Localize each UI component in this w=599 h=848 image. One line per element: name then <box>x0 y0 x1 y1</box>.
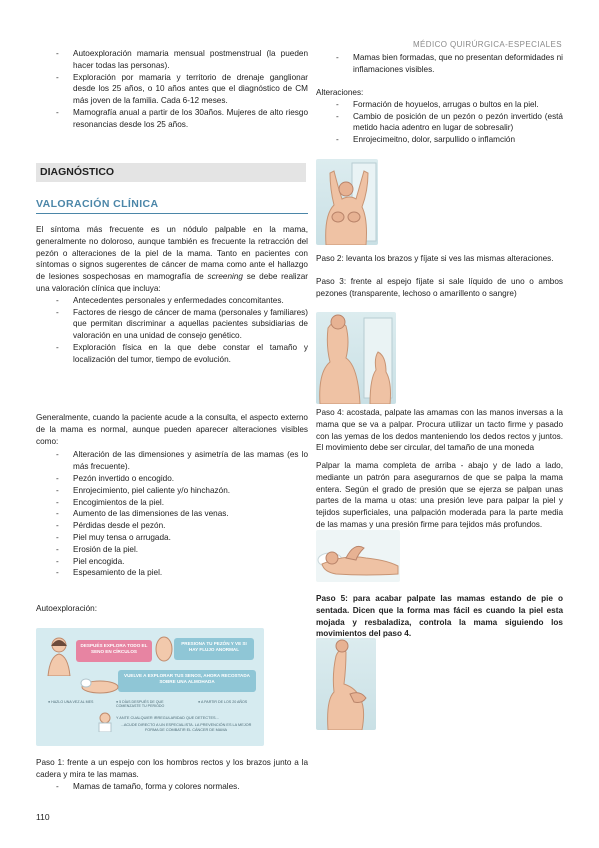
banner-blue-2: VUELVE A EXPLORAR TUS SENOS, AHORA RECOSTADA SOBRE UNA ALMOHADA <box>118 670 256 692</box>
note: ● HAZLO UNA VEZ AL MES <box>48 700 94 704</box>
list-item: - Cambio de posición de un pezón o pezón invertido (está metido hacia adentro en lugar de sobresalir) <box>316 111 563 135</box>
doctor-icon <box>96 712 114 732</box>
paso4b-text: Palpar la mama completa de arriba - abajo y de lado a lado, mediante un patrón para asegurarnos de que se palpa la mama entera. Según el grado de presión que se ejerza se palpan unas partes de la mama u otas: una presión leve para palpar la piel y tejidos superficiales, una palpación moderada para la parte media de las mamas y una presión firme para tejidos más profundos. <box>316 461 563 529</box>
note: ● 5 DÍAS DESPUÉS DE QUE COMENZASTE TU PERIODO <box>116 700 165 708</box>
list-item: - Pérdidas desde el pezón. <box>36 520 308 532</box>
banner-pink: DESPUÉS EXPLORA TODO EL SENO EN CÍRCULOS <box>76 640 152 662</box>
list-item: - Factores de riesgo de cáncer de mama (personales y familiares) que permitan discriminar a aquellas pacientes subsidiarias de valoración en una unidad de consejo genético. <box>36 307 308 342</box>
illustration-mirror <box>316 312 396 404</box>
subheading-rule <box>36 213 308 214</box>
woman-figure-icon <box>42 636 76 676</box>
subheading: VALORACIÓN CLÍNICA <box>36 198 159 210</box>
clinical-evaluation-block <box>36 224 308 366</box>
alteraciones-block <box>316 87 563 146</box>
paso2-text: Paso 2: levanta los brazos y fíjate si ves las mismas alteraciones. <box>316 254 554 263</box>
list-item: - Piel encogida. <box>36 556 308 568</box>
hand-icon <box>154 634 174 664</box>
list-item: - Mamas bien formadas, que no presentan deformidades ni inflamaciones visibles. <box>316 52 563 76</box>
section-title: DIAGNÓSTICO <box>40 166 115 178</box>
woman-lying-illustration <box>316 530 400 582</box>
screening-list <box>36 48 308 131</box>
list-item: - Erosión de la piel. <box>36 544 308 556</box>
paso1-block <box>36 757 308 792</box>
list-item: - Encogimientos de la piel. <box>36 497 308 509</box>
section-header <box>36 163 306 182</box>
list-item: - Espesamiento de la piel. <box>36 567 308 579</box>
list-item: - Piel muy tensa o arrugada. <box>36 532 308 544</box>
self-exam-infographic <box>36 628 264 746</box>
paso3-text: Paso 3: frente al espejo fíjate si sale líquido de uno o ambos pezones (transparente, lechoso o amarillento o sangre) <box>316 277 563 298</box>
illustration-lying <box>316 530 400 582</box>
paragraph: Generalmente, cuando la paciente acude a la consulta, el aspecto externo de la mama es normal, aunque pueden aparecer alteraciones visibles como: <box>36 413 308 446</box>
list-item: - Formación de hoyuelos, arrugas o bultos en la piel. <box>316 99 563 111</box>
infographic-footer: Y ANTE CUALQUIER IRREGULARIDAD QUE DETECTES... ...ACUDE DIRECTO A UN ESPECIALISTA. LA PREVENCIÓN ES LA MEJOR FORMA DE COMBATIR EL CÁNCER DE MAMA <box>116 716 252 733</box>
woman-mirror-illustration <box>316 312 396 404</box>
paragraph: Paso 1: frente a un espejo con los hombros rectos y los brazos junto a la cadera y mira te las mamas. <box>36 758 308 779</box>
paso1-continued <box>316 52 563 76</box>
list-item: - Antecedentes personales y enfermedades concomitantes. <box>36 295 308 307</box>
banner-blue: PRESIONA TU PEZÓN Y VE SI HAY FLUJO ANORMAL <box>174 638 254 660</box>
paso4-text: Paso 4: acostada, palpate las amamas con las manos inversas a la mama que se va a palpar. Procura utilizar un tacto firme y pasado con las yemas de los dedos manteniendo los dedos rectos y juntos. El movimiento debe ser circular, del tamaño de una moneda <box>316 408 563 453</box>
illustration-arms-raised <box>316 159 378 245</box>
list-item: - Pezón invertido o encogido. <box>36 473 308 485</box>
page-number: 110 <box>36 812 50 822</box>
alterations-block <box>36 412 308 579</box>
woman-arms-raised-illustration <box>316 159 378 245</box>
list-item: - Mamas de tamaño, forma y colores normales. <box>36 781 308 793</box>
alteraciones-label: Alteraciones: <box>316 88 364 97</box>
running-header: MÉDICO QUIRÚRGICA-ESPECIALES <box>412 40 562 49</box>
list-item: - Alteración de las dimensiones y asimetría de las mamas (es lo más frecuente). <box>36 449 308 473</box>
woman-standing-illustration <box>316 638 376 730</box>
list-item: - Mamografía anual a partir de los 30años. Mujeres de alto riesgo resonancias desde los 25 años. <box>36 107 308 131</box>
list-item: - Exploración física en la que debe constar el tamaño y localización del tumor, tiempo de evolución. <box>36 342 308 366</box>
emphasis: screening <box>207 272 243 282</box>
autoexploracion-label: Autoexploración: <box>36 604 97 613</box>
paso5-text: Paso 5: para acabar palpate las mamas estando de pie o sentada. Dicen que la forma mas fácil es cuando la piel esta mojada y resbaladiza, controla la mama siguiendo los movimientos del paso 4. <box>316 594 563 639</box>
list-item: - Aumento de las dimensiones de las venas. <box>36 508 308 520</box>
list-item: - Autoexploración mamaria mensual postmenstrual (la pueden hacer todas las personas). <box>36 48 308 72</box>
illustration-standing <box>316 638 376 730</box>
notes-row <box>48 700 258 710</box>
lying-woman-icon <box>80 672 120 694</box>
list-item: - Enrojecimiento, piel caliente y/o hinchazón. <box>36 485 308 497</box>
note: ● A PARTIR DE LOS 20 AÑOS <box>198 700 248 704</box>
list-item: - Exploración por mamaria y territorio de drenaje ganglionar desde los 25 años, o 10 años antes que el diagnóstico de CM más joven de la familia. Cada 6-12 meses. <box>36 72 308 107</box>
list-item: - Enrojecimeitno, dolor, sarpullido o inflamción <box>316 134 563 146</box>
paragraph: El síntoma más frecuente es un nódulo palpable en la mama, generalmente no doloroso, aunque también es frecuente la retracción del pezón o alteraciones de la piel de la mama. Tanto en pacientes con síntomas o signos sugerentes de cáncer de mama como ante el hallazgo de lesiones sospechosas en mamografía de screening se debe realizar una valoración clínica que incluya: <box>36 225 309 293</box>
